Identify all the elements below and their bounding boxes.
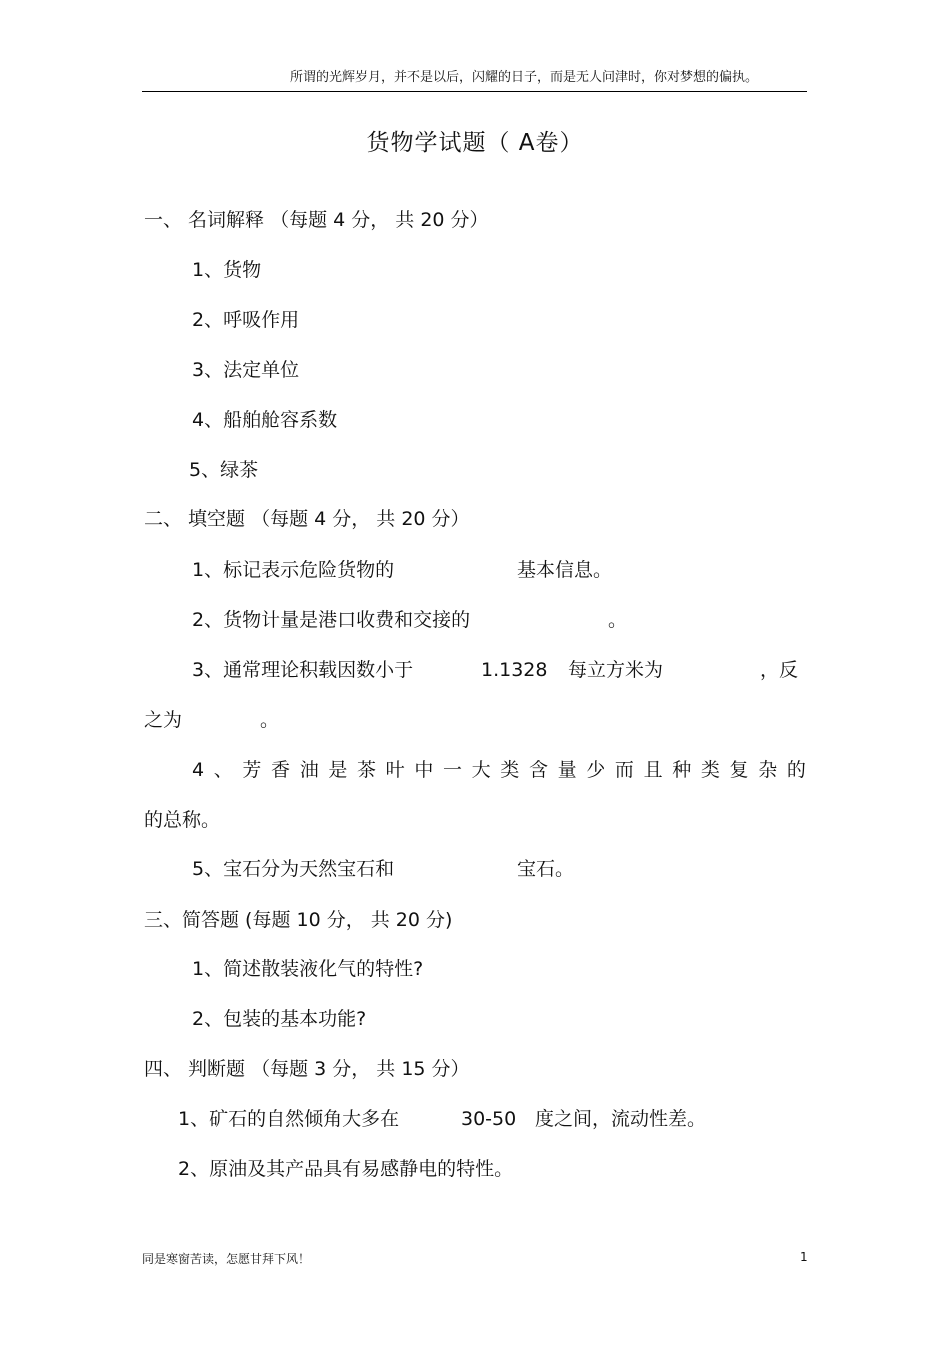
s2-q2-tail: 。 bbox=[608, 609, 628, 631]
s2-q3-number: 1.1328 bbox=[481, 659, 548, 681]
s2-q5-text: 5、宝石分为天然宝石和 bbox=[192, 858, 395, 880]
page-title: 货物学试题（ A卷） bbox=[366, 130, 584, 156]
s2-q1-text: 1、标记表示危险货物的 bbox=[192, 559, 395, 581]
section-4-heading: 四、 判断题 （每题 3 分， 共 15 分） bbox=[144, 1058, 470, 1080]
s4-q1-tail: 度之间，流动性差。 bbox=[535, 1108, 707, 1130]
footer-motto: 同是寒窗苦读，怎愿甘拜下风！ bbox=[142, 1252, 311, 1266]
s2-q3-end: 。 bbox=[260, 709, 280, 731]
s1-item-4: 4、船舶舱容系数 bbox=[192, 409, 338, 431]
page-number: 1 bbox=[800, 1250, 808, 1264]
s2-q3-reverse: ，反 bbox=[760, 659, 799, 681]
s2-q1-tail: 基本信息。 bbox=[517, 559, 613, 581]
section-3-heading: 三、简答题 (每题 10 分， 共 20 分) bbox=[144, 909, 453, 931]
s2-q2-text: 2、货物计量是港口收费和交接的 bbox=[192, 609, 471, 631]
s2-q3-text: 3、通常理论积载因数小于 bbox=[192, 659, 414, 681]
s2-q4-cont: 的总称。 bbox=[144, 809, 221, 831]
s3-item-2: 2、包装的基本功能? bbox=[192, 1008, 367, 1030]
header-quote: 所谓的光辉岁月，并不是以后，闪耀的日子，而是无人问津时，你对梦想的偏执。 bbox=[290, 70, 759, 85]
s2-q5-tail: 宝石。 bbox=[517, 858, 575, 880]
section-2-heading: 二、 填空题 （每题 4 分， 共 20 分） bbox=[144, 508, 470, 530]
s4-q1-range: 30-50 bbox=[461, 1108, 517, 1130]
s2-q4-text: 4 、 芳 香 油 是 茶 叶 中 一 大 类 含 量 少 而 且 种 类 复 杂 的 bbox=[192, 759, 806, 781]
section-1-heading: 一、 名词解释 （每题 4 分， 共 20 分） bbox=[144, 209, 489, 231]
s4-q1-text: 1、矿石的自然倾角大多在 bbox=[178, 1108, 400, 1130]
s3-item-1: 1、简述散装液化气的特性? bbox=[192, 958, 424, 980]
s1-item-1: 1、货物 bbox=[192, 259, 262, 281]
s1-item-3: 3、法定单位 bbox=[192, 359, 300, 381]
s2-q3-cont: 之为 bbox=[144, 709, 183, 731]
s1-item-5: 5、绿茶 bbox=[189, 459, 259, 481]
s2-q3-unit: 每立方米为 bbox=[568, 659, 664, 681]
s1-item-2: 2、呼吸作用 bbox=[192, 309, 300, 331]
header-divider bbox=[142, 91, 807, 92]
s4-q2-text: 2、原油及其产品具有易感静电的特性。 bbox=[178, 1158, 514, 1180]
